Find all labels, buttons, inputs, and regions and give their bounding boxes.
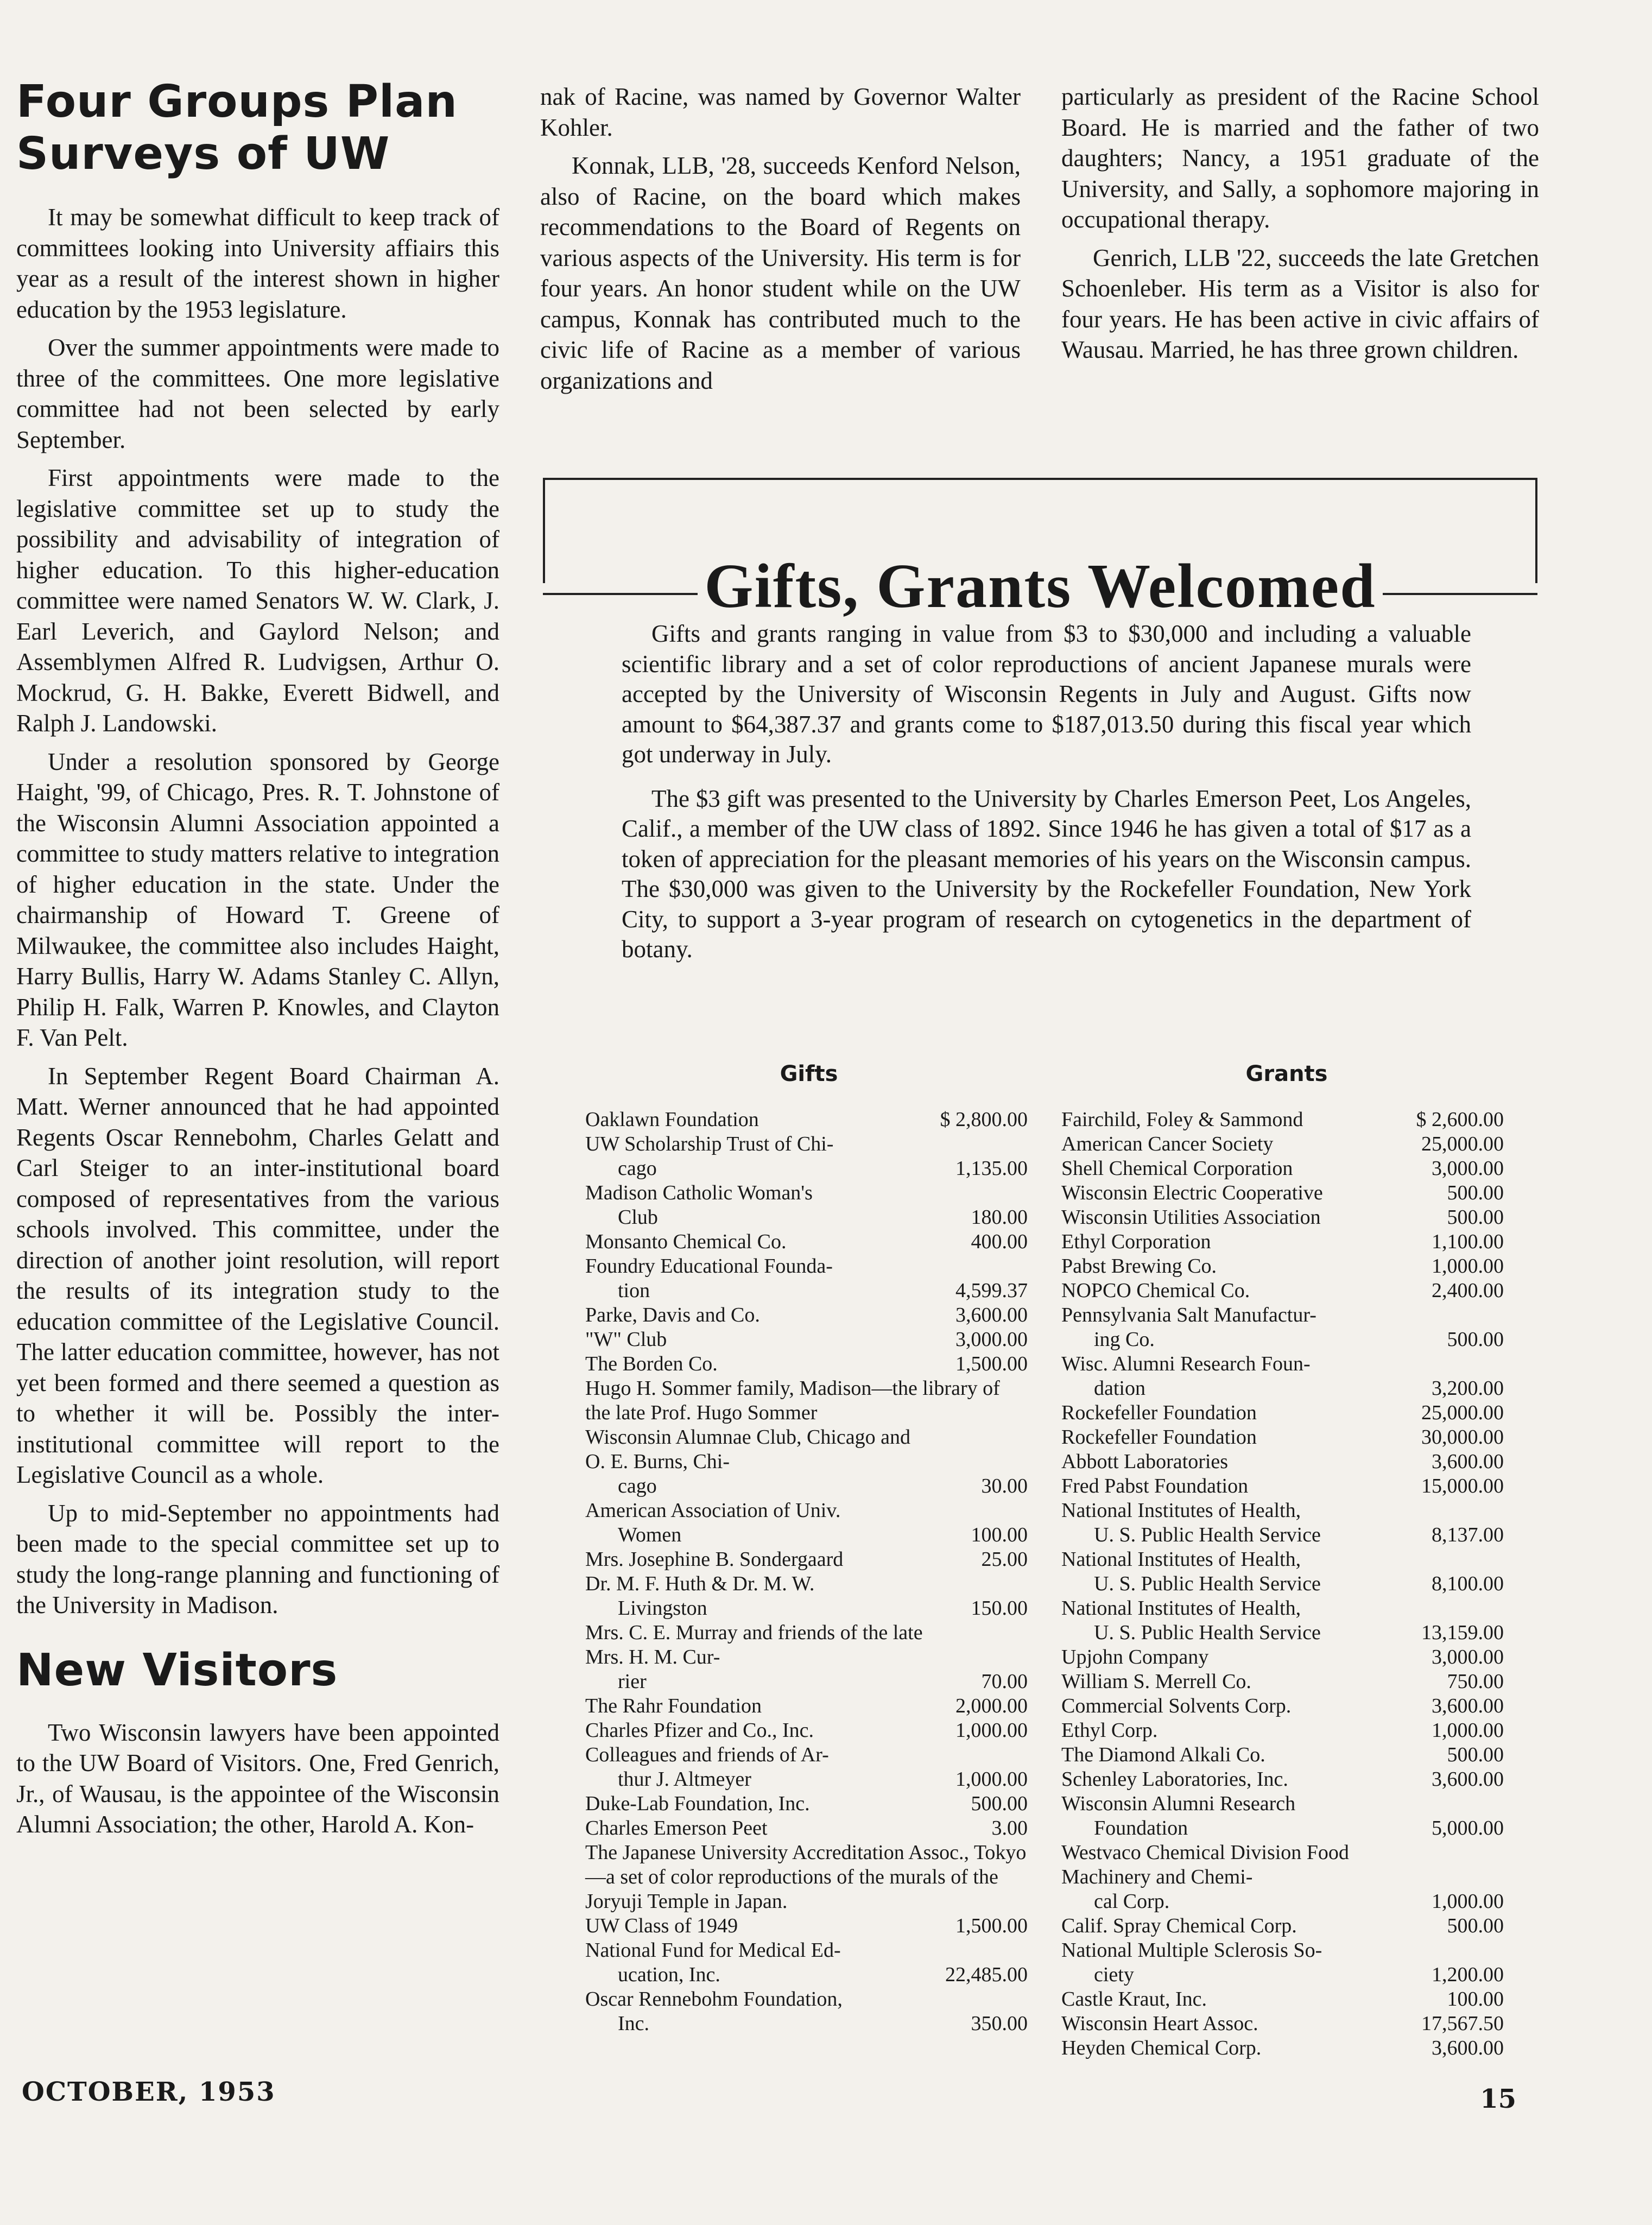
list-item (1061, 1938, 1504, 1987)
donor-name-line: Fred Pabst Foundation (1061, 1475, 1249, 1497)
list-item (1061, 1425, 1504, 1450)
amount: 1,000.00 (955, 1768, 1028, 1791)
list-item (1061, 1450, 1504, 1474)
list-item (1061, 1914, 1504, 1938)
article-heading-four-groups: Four Groups Plan Surveys of UW (16, 76, 458, 180)
paragraph: Gifts and grants ranging in value from $3 to $30,000 and including a valuable scientific library and a set of color reproductions of ancient Japanese murals were accepted by the University of Wisconsin Regents in July and August. Gifts now amount to $64,387.37 and grants come to $187,013.50 during this fiscal year which got underway in July. (622, 620, 1471, 768)
title-rule-left (543, 593, 698, 595)
amount: 25.00 (981, 1548, 1028, 1571)
donor-name-line: Oaklawn Foundation (585, 1108, 759, 1131)
donor-name (1061, 1767, 1403, 1792)
amount: 500.00 (1447, 1743, 1504, 1766)
donor-name (585, 1230, 927, 1254)
amount: 1,135.00 (955, 1157, 1028, 1180)
donor-name (1061, 1645, 1403, 1670)
list-item (1061, 1181, 1504, 1205)
donor-name (1061, 2036, 1403, 2060)
list-item (1061, 1108, 1504, 1132)
donor-name (585, 1938, 927, 1987)
donor-name-line: American Cancer Society (1061, 1133, 1274, 1155)
donor-name-continuation: Club (618, 1206, 658, 1229)
donor-name (585, 1621, 927, 1694)
paragraph: Over the summer appointments were made to three of the committees. One more legislative committee had not been selected by early September. (16, 334, 499, 453)
amount: 30.00 (981, 1475, 1028, 1497)
list-item (1061, 1987, 1504, 2012)
donor-name (1061, 1792, 1403, 1841)
list-item (585, 1572, 1028, 1621)
donor-name-continuation: cago (618, 1475, 657, 1497)
list-item (1061, 1499, 1504, 1547)
amount: 15,000.00 (1421, 1475, 1504, 1497)
amount: 1,000.00 (1432, 1255, 1504, 1278)
donor-name (585, 1328, 927, 1352)
donor-name (585, 1108, 927, 1132)
donor-name (1061, 1743, 1403, 1767)
donor-name (1061, 1474, 1403, 1499)
amount: 3.00 (991, 1817, 1028, 1840)
list-item (1061, 1743, 1504, 1767)
amount: 100.00 (1447, 1988, 1504, 2011)
donor-name-continuation: thur J. Altmeyer (618, 1768, 751, 1791)
amount: 150.00 (971, 1597, 1028, 1620)
amount: 30,000.00 (1421, 1426, 1504, 1449)
amount: 25,000.00 (1421, 1133, 1504, 1155)
donor-name-line: National Fund for Medical Ed- (585, 1939, 841, 1962)
list-item (585, 1230, 1028, 1254)
donor-name (1061, 1914, 1403, 1938)
list-item (1061, 1792, 1504, 1841)
donor-name-line: Wisconsin Utilities Association (1061, 1206, 1321, 1229)
amount: 5,000.00 (1432, 1817, 1504, 1840)
amount: 3,000.00 (955, 1328, 1028, 1351)
amount: 400.00 (971, 1230, 1028, 1253)
donor-name (1061, 1450, 1403, 1474)
amount: 3,600.00 (1432, 2037, 1504, 2059)
column-middle (540, 81, 1021, 403)
title-rule-right (1383, 593, 1537, 595)
amount: 350.00 (971, 2012, 1028, 2035)
list-item (585, 1328, 1028, 1352)
donor-name-line: Charles Pfizer and Co., Inc. (585, 1719, 814, 1742)
list-item (1061, 1474, 1504, 1499)
amount: 3,600.00 (1432, 1768, 1504, 1791)
amount: 1,000.00 (955, 1719, 1028, 1742)
list-item (1061, 1303, 1504, 1352)
paragraph: Konnak, LLB, '28, succeeds Kenford Nelson, also of Racine, on the board which makes recommendations to the Board of Regents on various aspects of the University. His term is for four years. An honor student while on the UW campus, Konnak has contributed much to the civic life of Racine as a member of various organizations and (540, 152, 1021, 394)
paragraph: The $3 gift was presented to the University by Charles Emerson Peet, Los Angeles, Calif., a member of the UW class of 1892. Since 1946 he has given a total of $17 as a token of appreciation for the pleasant memories of his years on the Wisconsin campus. The $30,000 was given to the University by the Rockefeller Foundation, New York City, to support a 3-year program of research on cytogenetics in the department of botany. (622, 785, 1471, 963)
donor-name (1061, 1205, 1403, 1230)
donor-name (585, 1425, 927, 1499)
amount: 3,600.00 (955, 1304, 1028, 1326)
list-item (585, 1914, 1028, 1938)
amount: $ 2,800.00 (940, 1108, 1028, 1131)
donor-name-line: NOPCO Chemical Co. (1061, 1279, 1250, 1302)
donor-name-line: Ethyl Corp. (1061, 1719, 1158, 1742)
amount: 2,000.00 (955, 1695, 1028, 1717)
donor-name-line: The Borden Co. (585, 1352, 718, 1375)
donor-name (585, 1499, 927, 1547)
donor-name (585, 1792, 927, 1816)
donor-name-line: Ethyl Corporation (1061, 1230, 1211, 1253)
donor-name-line: National Institutes of Health, (1061, 1597, 1301, 1620)
donor-name (585, 1376, 1028, 1425)
column-right (1061, 81, 1539, 373)
donor-name (585, 1694, 927, 1718)
list-item (585, 1743, 1028, 1792)
donor-name (1061, 1425, 1403, 1450)
donor-name-line: Heyden Chemical Corp. (1061, 2037, 1262, 2059)
amount: 500.00 (1447, 1206, 1504, 1229)
donor-name-line: Wisconsin Alumni Research (1061, 1792, 1296, 1815)
paragraph: Genrich, LLB '22, succeeds the late Gretchen Schoenleber. His term as a Visitor is also for four years. He has been active in civic affairs of Wausau. Married, he has three grown children. (1061, 244, 1539, 363)
amount: 1,000.00 (1432, 1890, 1504, 1913)
donor-name-line: Oscar Rennebohm Foundation, (585, 1988, 843, 2011)
donor-name-line: National Multiple Sclerosis So- (1061, 1939, 1322, 1962)
donor-name-line: "W" Club (585, 1328, 667, 1351)
donor-name (1061, 1156, 1403, 1181)
list-item (585, 1303, 1028, 1328)
amount: 500.00 (1447, 1181, 1504, 1204)
list-item (1061, 1645, 1504, 1670)
gifts-title-bar (543, 551, 1537, 622)
donor-name (585, 1987, 927, 2036)
donor-name-line: Mrs. C. E. Murray and friends of the late Mrs. H. M. Cur- (585, 1621, 923, 1668)
donor-name-continuation: ing Co. (1094, 1328, 1155, 1351)
amount: 8,100.00 (1432, 1572, 1504, 1595)
amount: 3,200.00 (1432, 1377, 1504, 1400)
donor-name-line: UW Scholarship Trust of Chi- (585, 1133, 834, 1155)
donor-name (1061, 1718, 1403, 1743)
amount: 750.00 (1447, 1670, 1504, 1693)
donor-name (585, 1914, 927, 1938)
donor-name-line: National Institutes of Health, (1061, 1548, 1301, 1571)
list-item (585, 1841, 1028, 1914)
list-item (1061, 1230, 1504, 1254)
donor-name (585, 1841, 1028, 1914)
paragraph: It may be somewhat difficult to keep track of committees looking into University affiairs this year as a result of the interest shown in higher education by the 1953 legislature. (16, 204, 499, 323)
list-item (585, 1987, 1028, 2036)
list-item (1061, 1352, 1504, 1401)
donor-name (1061, 1938, 1403, 1987)
amount: 2,400.00 (1432, 1279, 1504, 1302)
donor-name (1061, 1694, 1403, 1718)
amount: 3,600.00 (1432, 1695, 1504, 1717)
list-item (585, 1694, 1028, 1718)
issue-date: OCTOBER, 1953 (22, 2077, 276, 2107)
list-item (1061, 1547, 1504, 1596)
amount: 500.00 (1447, 1328, 1504, 1351)
donor-name (1061, 1352, 1403, 1401)
donor-name-continuation: Foundation (1094, 1817, 1188, 1840)
donor-name-continuation: rier (618, 1670, 647, 1693)
donor-name-continuation: Inc. (618, 2012, 650, 2035)
donor-name-line: The Diamond Alkali Co. (1061, 1743, 1265, 1766)
donor-name (1061, 1181, 1403, 1205)
list-item (585, 1718, 1028, 1743)
list-item (585, 1547, 1028, 1572)
donor-name-line: The Rahr Foundation (585, 1695, 762, 1717)
gifts-list (585, 1108, 1028, 2036)
donor-name-line: Rockefeller Foundation (1061, 1401, 1257, 1424)
donor-name-line: Westvaco Chemical Division Food Machinery and Chemi- (1061, 1841, 1349, 1888)
donor-name-line: Castle Kraut, Inc. (1061, 1988, 1207, 2011)
donor-name-continuation: U. S. Public Health Service (1094, 1621, 1321, 1644)
donor-name-line: Colleagues and friends of Ar- (585, 1743, 829, 1766)
list-item (1061, 1596, 1504, 1645)
donor-name (1061, 1547, 1403, 1596)
donor-name-line: The Japanese University Accreditation Assoc., Tokyo—a set of color reproductions of the murals of the Joryuji Temple in Japan. (585, 1841, 1027, 1913)
donor-name-line: Pennsylvania Salt Manufactur- (1061, 1304, 1316, 1326)
amount: 22,485.00 (945, 1963, 1028, 1986)
donor-name (585, 1718, 927, 1743)
amount: 1,000.00 (1432, 1719, 1504, 1742)
paragraph: nak of Racine, was named by Governor Walter Kohler. (540, 83, 1021, 141)
donor-name-line: Calif. Spray Chemical Corp. (1061, 1914, 1297, 1937)
donor-name-line: UW Class of 1949 (585, 1914, 738, 1937)
list-item (1061, 2036, 1504, 2060)
donor-name-line: Duke-Lab Foundation, Inc. (585, 1792, 810, 1815)
paragraph: Up to mid-September no appointments had been made to the special committee set up to study the long-range planning and functioning of the University in Madison. (16, 1499, 499, 1619)
paragraph: Under a resolution sponsored by George Haight, '99, of Chicago, Pres. R. T. Johnstone of the Wisconsin Alumni Association appointed a committee to study matters relative to integration of higher education in the state. Under the chairmanship of Howard T. Greene of Milwaukee, the committee also includes Haight, Harry Bullis, Harry W. Adams Stanley C. Allyn, Philip H. Falk, Warren P. Knowles, and Clayton F. Van Pelt. (16, 748, 499, 1051)
donor-name (1061, 1841, 1403, 1914)
donor-name-line: Mrs. Josephine B. Sondergaard (585, 1548, 844, 1571)
donor-name-continuation: U. S. Public Health Service (1094, 1572, 1321, 1595)
donor-name-line: Wisc. Alumni Research Foun- (1061, 1352, 1311, 1375)
grants-list-heading: Grants (1245, 1061, 1328, 1086)
amount: 500.00 (971, 1792, 1028, 1815)
donor-name (1061, 2012, 1403, 2036)
donor-name-line: Charles Emerson Peet (585, 1817, 768, 1840)
amount: 4,599.37 (955, 1279, 1028, 1302)
list-item (585, 1816, 1028, 1841)
list-item (1061, 1279, 1504, 1303)
donor-name-line: William S. Merrell Co. (1061, 1670, 1251, 1693)
donor-name-line: American Association of Univ. (585, 1499, 841, 1522)
donor-name (1061, 1303, 1403, 1352)
amount: 1,500.00 (955, 1914, 1028, 1937)
donor-name-line: National Institutes of Health, (1061, 1499, 1301, 1522)
donor-name-line: Parke, Davis and Co. (585, 1304, 760, 1326)
donor-name-line: Schenley Laboratories, Inc. (1061, 1768, 1288, 1791)
amount: 3,000.00 (1432, 1646, 1504, 1668)
donor-name-continuation: Livingston (618, 1597, 707, 1620)
donor-name (585, 1132, 927, 1181)
list-item (585, 1352, 1028, 1376)
list-item (1061, 1401, 1504, 1425)
paragraph: First appointments were made to the legislative committee set up to study the possibility and advisability of integration of higher education. To this higher-education committee were named Senators W. W. Clark, J. Earl Leverich, and Gaylord Nelson; and Assemblymen Alfred R. Ludvigsen, Arthur O. Mockrud, G. H. Bakke, Everett Bidwell, and Ralph J. Landowski. (16, 464, 499, 737)
donor-name (585, 1816, 927, 1841)
donor-name (585, 1303, 927, 1328)
donor-name-continuation: tion (618, 1279, 650, 1302)
donor-name-line: Wisconsin Alumnae Club, Chicago and O. E. Burns, Chi- (585, 1426, 911, 1473)
donor-name (585, 1547, 927, 1572)
list-item (1061, 1841, 1504, 1914)
gifts-article-title: Gifts, Grants Welcomed (704, 552, 1376, 621)
donor-name-line: Abbott Laboratories (1061, 1450, 1229, 1473)
list-item (585, 1254, 1028, 1303)
donor-name-continuation: Women (618, 1524, 682, 1546)
donor-name-continuation: cago (618, 1157, 657, 1180)
donor-name (585, 1181, 927, 1230)
donor-name-line: Dr. M. F. Huth & Dr. M. W. (585, 1572, 815, 1595)
list-item (585, 1181, 1028, 1230)
amount: 180.00 (971, 1206, 1028, 1229)
amount: 500.00 (1447, 1914, 1504, 1937)
donor-name-continuation: U. S. Public Health Service (1094, 1524, 1321, 1546)
donor-name-continuation: cal Corp. (1094, 1890, 1170, 1913)
donor-name-line: Shell Chemical Corporation (1061, 1157, 1293, 1180)
amount: $ 2,600.00 (1416, 1108, 1504, 1131)
donor-name (585, 1254, 927, 1303)
list-item (1061, 1205, 1504, 1230)
donor-name (1061, 1987, 1403, 2012)
donor-name (585, 1352, 927, 1376)
list-item (1061, 1718, 1504, 1743)
list-item (1061, 1670, 1504, 1694)
list-item (1061, 1156, 1504, 1181)
list-item (585, 1621, 1028, 1694)
donor-name (1061, 1230, 1403, 1254)
donor-name-continuation: ucation, Inc. (618, 1963, 720, 1986)
donor-name (1061, 1108, 1403, 1132)
paragraph: particularly as president of the Racine School Board. He is married and the father of two daughters; Nancy, a 1951 graduate of the University, and Sally, a sophomore majoring in occupational therapy. (1061, 83, 1539, 233)
donor-name (1061, 1254, 1403, 1279)
donor-name-line: Madison Catholic Woman's (585, 1181, 813, 1204)
donor-name-continuation: dation (1094, 1377, 1145, 1400)
amount: 1,200.00 (1432, 1963, 1504, 1986)
list-item (1061, 1132, 1504, 1156)
gifts-intro (622, 619, 1471, 979)
donor-name-line: Wisconsin Heart Assoc. (1061, 2012, 1258, 2035)
donor-name-line: Foundry Educational Founda- (585, 1255, 833, 1278)
amount: 3,000.00 (1432, 1157, 1504, 1180)
donor-name (1061, 1132, 1403, 1156)
amount: 70.00 (981, 1670, 1028, 1693)
paragraph: Two Wisconsin lawyers have been appointed to the UW Board of Visitors. One, Fred Genrich, Jr., of Wausau, is the appointee of the Wisconsin Alumni Association; the other, Harold A. Kon- (16, 1718, 499, 1838)
column-left (16, 76, 499, 1848)
donor-name (585, 1572, 927, 1621)
amount: 1,100.00 (1432, 1230, 1504, 1253)
list-item (585, 1108, 1028, 1132)
list-item (585, 1132, 1028, 1181)
donor-name (1061, 1401, 1403, 1425)
donor-name (1061, 1596, 1403, 1645)
donor-name-line: Fairchild, Foley & Sammond (1061, 1108, 1303, 1131)
donor-name (1061, 1279, 1403, 1303)
donor-name (1061, 1670, 1403, 1694)
list-item (1061, 1767, 1504, 1792)
donor-name-line: Rockefeller Foundation (1061, 1426, 1257, 1449)
list-item (1061, 1694, 1504, 1718)
donor-name-continuation: ciety (1094, 1963, 1134, 1986)
donor-name-line: Monsanto Chemical Co. (585, 1230, 787, 1253)
list-item (585, 1499, 1028, 1547)
list-item (585, 1938, 1028, 1987)
donor-name-line: Pabst Brewing Co. (1061, 1255, 1217, 1278)
list-item (585, 1425, 1028, 1499)
donor-name (585, 1743, 927, 1792)
donor-name (1061, 1499, 1403, 1547)
page-number: 15 (1480, 2084, 1516, 2114)
article-heading-new-visitors: New Visitors (16, 1644, 338, 1696)
donor-name-line: Upjohn Company (1061, 1646, 1209, 1668)
amount: 17,567.50 (1421, 2012, 1504, 2035)
list-item (1061, 2012, 1504, 2036)
amount: 100.00 (971, 1524, 1028, 1546)
grants-list (1061, 1108, 1504, 2060)
amount: 25,000.00 (1421, 1401, 1504, 1424)
donor-name-line: Commercial Solvents Corp. (1061, 1695, 1292, 1717)
list-item (1061, 1254, 1504, 1279)
paragraph: In September Regent Board Chairman A. Matt. Werner announced that he had appointed Regents Oscar Rennebohm, Charles Gelatt and Carl Steiger to an inter-institutional board composed of representatives from the various schools involved. This committee, under the direction of another joint resolution, will report the results of its integration study to the education committee of the Legislative Council. The latter education committee, however, has not yet been formed and there seemed a question as to whether it will be. Possibly the inter-institutional committee will report to the Legislative Council as a whole. (16, 1062, 499, 1488)
amount: 13,159.00 (1421, 1621, 1504, 1644)
donor-name-line: Hugo H. Sommer family, Madison—the library of the late Prof. Hugo Sommer (585, 1377, 1000, 1424)
amount: 1,500.00 (955, 1352, 1028, 1375)
amount: 8,137.00 (1432, 1524, 1504, 1546)
list-item (585, 1376, 1028, 1425)
amount: 3,600.00 (1432, 1450, 1504, 1473)
list-item (585, 1792, 1028, 1816)
gifts-list-heading: Gifts (780, 1061, 838, 1086)
donor-name-line: Wisconsin Electric Cooperative (1061, 1181, 1323, 1204)
